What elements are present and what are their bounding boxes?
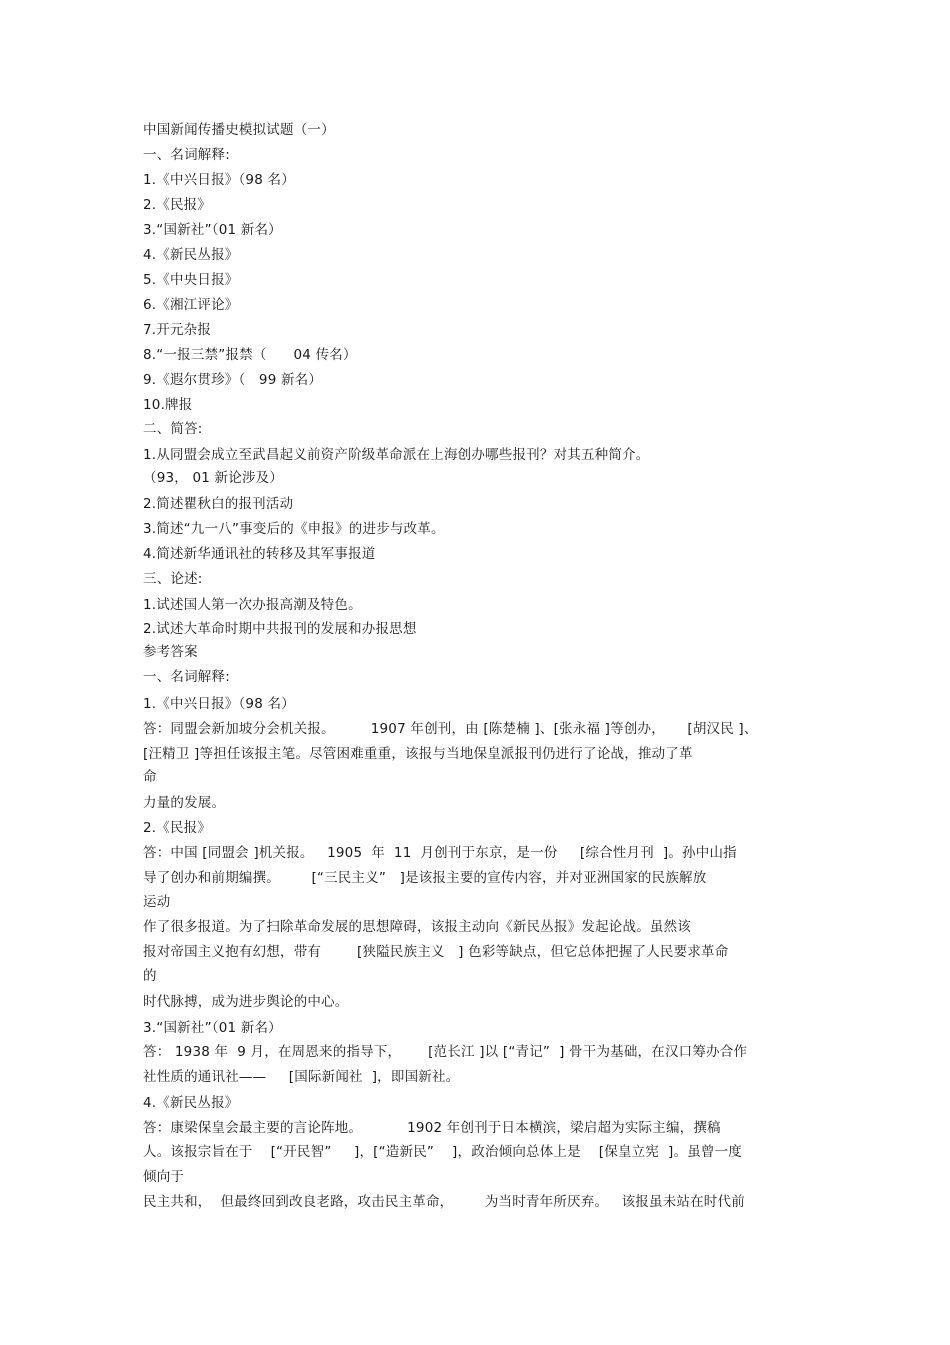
answers-heading: 参考答案 (143, 644, 198, 660)
question-item: 5.《中央日报》 (143, 272, 239, 288)
answer-text: 时代脉搏，成为进步舆论的中心。 (143, 994, 349, 1010)
question-item: 8.“一报三禁”报禁（ 04 传名） (143, 347, 357, 363)
answer-text: 民主共和， 但最终回到改良老路，攻击民主革命， 为当时青年所厌弃。 该报虽未站在时代前 (143, 1194, 745, 1210)
section-heading: 一、名词解释: (143, 147, 230, 163)
answer-text: 力量的发展。 (143, 795, 226, 811)
question-item: 6.《湘江评论》 (143, 297, 239, 313)
answer-term: 2.《民报》 (143, 820, 212, 836)
question-item: 1.试述国人第一次办报高潮及特色。 (143, 597, 362, 613)
question-item: 10.牌报 (143, 397, 193, 413)
answer-text: [汪精卫 ]等担任该报主笔。尽管困难重重，该报与当地保皇派报刊仍进行了论战，推动了革 (143, 746, 693, 762)
question-item-continued: （93， 01 新论涉及） (143, 470, 284, 486)
question-item: 3.简述“九一八”事变后的《申报》的进步与改革。 (143, 521, 445, 537)
doc-title: 中国新闻传播史模拟试题（一） (143, 122, 335, 138)
answer-text: 的 (143, 968, 157, 984)
answer-text: 作了很多报道。为了扫除革命发展的思想障碍，该报主动向《新民丛报》发起论战。虽然该 (143, 919, 691, 935)
answer-term: 4.《新民丛报》 (143, 1095, 239, 1111)
answer-text: 导了创办和前期编撰。 [“三民主义” ]是该报主要的宣传内容，并对亚洲国家的民族解放 (143, 870, 707, 886)
answer-text: 倾向于 (143, 1169, 185, 1185)
answer-term: 1.《中兴日报》（98 名） (143, 696, 295, 712)
question-item: 2.简述瞿秋白的报刊活动 (143, 496, 294, 512)
section-heading: 三、论述: (143, 571, 203, 587)
answer-text: 答：同盟会新加坡分会机关报。 1907 年创刊，由 [陈楚楠 ]、[张永福 ]等创办， [胡汉民 ]、 (143, 721, 758, 737)
section-heading: 二、简答: (143, 421, 203, 437)
question-item: 1.从同盟会成立至武昌起义前资产阶级革命派在上海创办哪些报刊？对其五种简介。 (143, 447, 650, 463)
section-heading: 一、名词解释: (143, 669, 230, 685)
answer-text: 人。该报宗旨在于 [“开民智” ]，[“造新民” ]，政治倾向总体上是 [保皇立宪 ]。虽曾一度 (143, 1144, 743, 1160)
answer-term: 3.“国新社”（01 新名） (143, 1020, 282, 1036)
answer-text: 社性质的通讯社—— [国际新闻社 ]，即国新社。 (143, 1069, 460, 1085)
answer-text: 答： 1938 年 9 月，在周恩来的指导下， [范长江 ]以 [“青记” ] 骨干为基础，在汉口筹办合作 (143, 1044, 748, 1060)
question-item: 2.试述大革命时期中共报刊的发展和办报思想 (143, 621, 417, 637)
question-item: 2.《民报》 (143, 197, 212, 213)
answer-text: 命 (143, 769, 157, 785)
question-item: 7.开元杂报 (143, 322, 212, 338)
answer-text: 运动 (143, 894, 171, 910)
answer-text: 答：康梁保皇会最主要的言论阵地。 1902 年创刊于日本横滨，梁启超为实际主编，撰稿 (143, 1120, 721, 1136)
question-item: 4.《新民丛报》 (143, 247, 239, 263)
question-item: 3.“国新社”（01 新名） (143, 222, 282, 238)
question-item: 4.简述新华通讯社的转移及其军事报道 (143, 546, 376, 562)
question-item: 1.《中兴日报》（98 名） (143, 172, 295, 188)
answer-text: 报对帝国主义抱有幻想，带有 [狭隘民族主义 ] 色彩等缺点，但它总体把握了人民要求革命 (143, 944, 729, 960)
answer-text: 答：中国 [同盟会 ]机关报。 1905 年 11 月创刊于东京，是一份 [综合性月刊 ]。孙中山指 (143, 845, 737, 861)
question-item: 9.《遐尔贯珍》（ 99 新名） (143, 372, 323, 388)
